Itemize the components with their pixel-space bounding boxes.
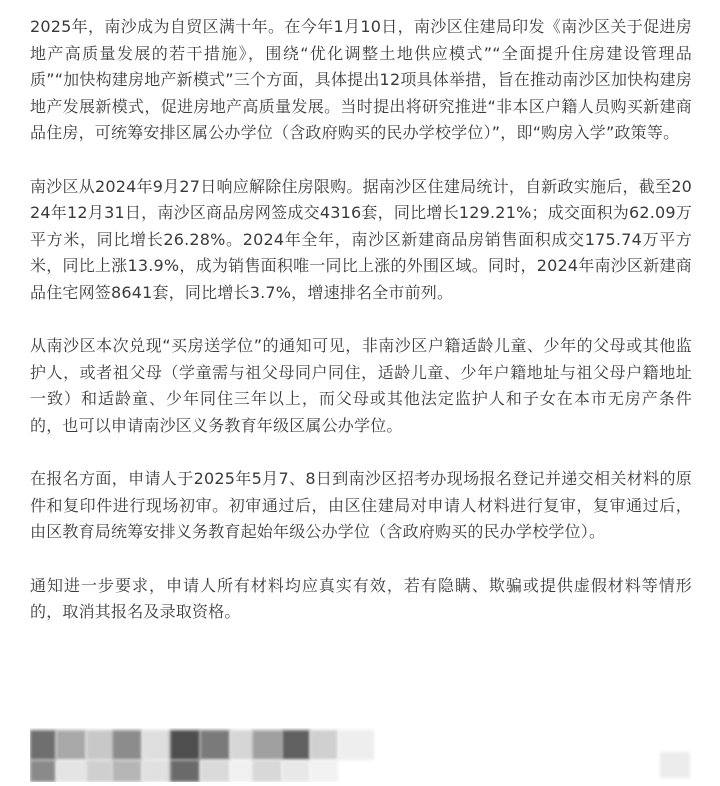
paragraph-4: 在报名方面，申请人于2025年5月7、8日到南沙区招考办现场报名登记并递交相关材料的原件和复印件进行现场初审。初审通过后，由区住建局对申请人材料进行复审，复审通过后，由区教育局统筹安排义务教育起始年级公办学位（含政府购买的民办学校学位）。 — [30, 469, 692, 541]
paragraph-5: 通知进一步要求，申请人所有材料均应真实有效，若有隐瞒、欺骗或提供虚假材料等情形的，取消其报名及录取资格。 — [30, 575, 692, 621]
blurred-image-area — [30, 728, 692, 782]
article-body — [30, 14, 692, 626]
paragraph-3: 从南沙区本次兑现“买房送学位”的通知可见，非南沙区户籍适龄儿童、少年的父母或其他监护人，或者祖父母（学童需与祖父母同户同住，适龄儿童、少年户籍地址与祖父母户籍地址一致）和适龄童、少年同住三年以上，而父母或其他法定监护人和子女在本市无房产条件的，也可以申请南沙区义务教育年级区属公办学位。 — [30, 336, 692, 435]
paragraph-2: 南沙区从2024年9月27日响应解除住房限购。据南沙区住建局统计，自新政实施后，截至2024年12月31日，南沙区商品房网签成交4316套，同比增长129.21%；成交面积为62.09万平方米，同比增长26.28%。2024年全年，南沙区新建商品房销售面积成交175.74万平方米，同比上涨13.9%，成为销售面积唯一同比上涨的外围区域。同时，2024年南沙区新建商品住宅网签8641套，同比增长3.7%，增速排名全市前列。 — [30, 176, 692, 302]
paragraph-1: 2025年，南沙成为自贸区满十年。在今年1月10日，南沙区住建局印发《南沙区关于促进房地产高质量发展的若干措施》，围绕“优化调整土地供应模式”“全面提升住房建设管理品质”“加快构建房地产新模式”三个方面，具体提出12项具体举措，旨在推动南沙区加快构建房地产发展新模式，促进房地产高质量发展。当时提出将研究推进“非本区户籍人员购买新建商品住房，可统筹安排区属公办学位（含政府购买的民办学校学位）”，即“购房入学”政策等。 — [30, 17, 692, 142]
